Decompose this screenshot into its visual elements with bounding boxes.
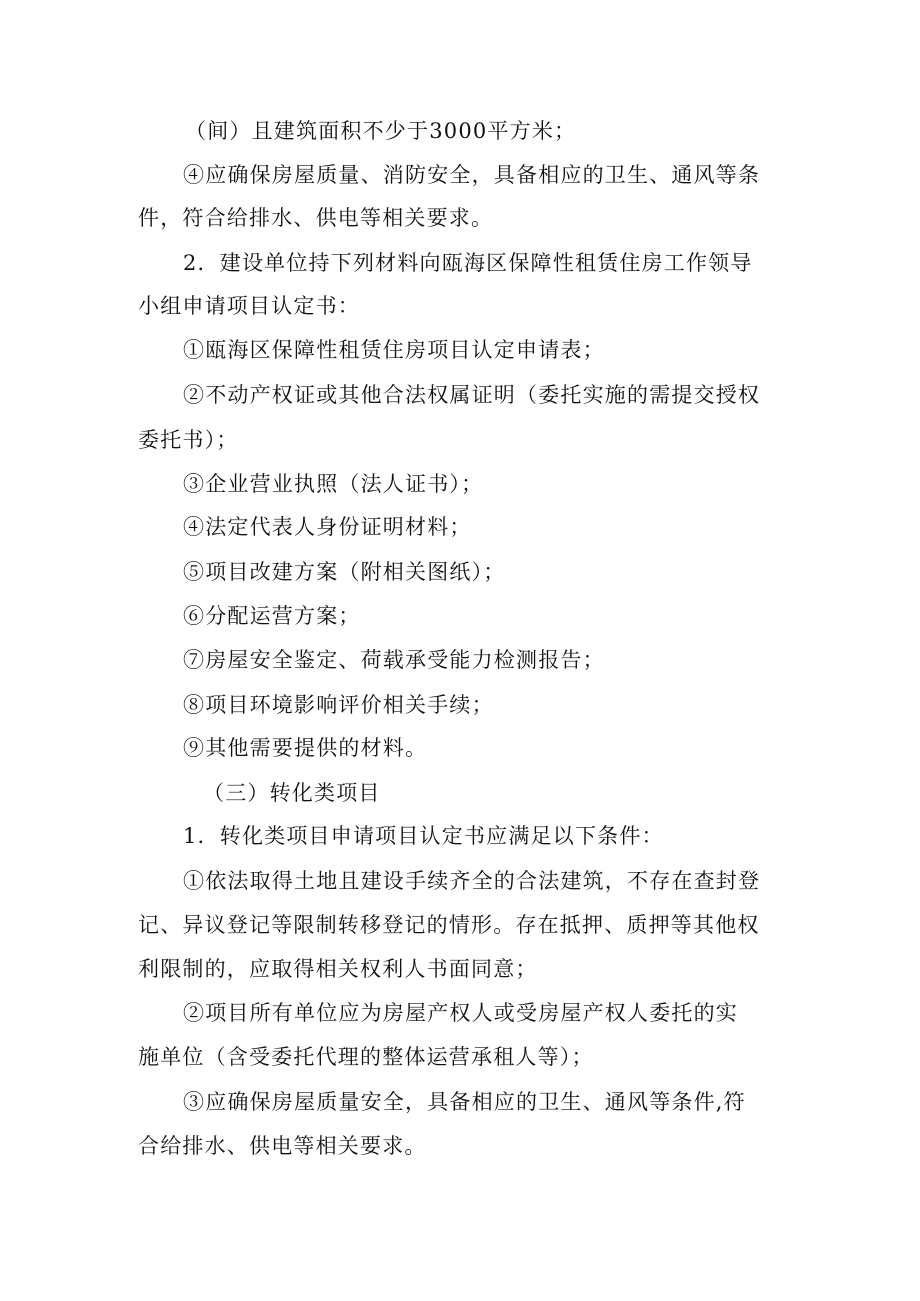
- text-line-12: ⑥分配运营方案；: [183, 604, 361, 628]
- text-line-22: 施单位（含受委托代理的整体运营承租人等）；: [138, 1045, 594, 1069]
- text-line-4: 2．建设单位持下列材料向瓯海区保障性租赁住房工作领导: [183, 251, 753, 275]
- text-line-2: ④应确保房屋质量、消防安全，具备相应的卫生、通风等条: [183, 163, 761, 187]
- text-line-14: ⑧项目环境影响评价相关手续；: [183, 693, 494, 717]
- text-line-3: 件，符合给排水、供电等相关要求。: [138, 206, 494, 230]
- text-line-5: 小组申请项目认定书：: [138, 294, 360, 318]
- text-line-9: ③企业营业执照（法人证书）；: [183, 472, 484, 496]
- text-line-7: ②不动产权证或其他合法权属证明（委托实施的需提交授权: [183, 383, 761, 407]
- text-line-13: ⑦房屋安全鉴定、荷载承受能力检测报告；: [183, 648, 605, 672]
- text-line-6: ①瓯海区保障性租赁住房项目认定申请表；: [183, 338, 605, 362]
- text-line-11: ⑤项目改建方案（附相关图纸）；: [183, 560, 506, 584]
- section-heading: （三）转化类项目: [203, 781, 381, 805]
- text-line-23: ③应确保房屋质量安全，具备相应的卫生、通风等条件,符: [183, 1090, 746, 1114]
- text-line-1: （间）且建筑面积不少于3000平方米；: [185, 119, 577, 143]
- text-line-19: 记、异议登记等限制转移登记的情形。存在抵押、质押等其他权: [138, 913, 760, 937]
- text-line-10: ④法定代表人身份证明材料；: [183, 515, 472, 539]
- text-line-15: ⑨其他需要提供的材料。: [183, 736, 428, 760]
- text-line-18: ①依法取得土地且建设手续齐全的合法建筑，不存在查封登: [183, 869, 761, 893]
- text-line-20: 利限制的，应取得相关权利人书面同意；: [138, 957, 538, 981]
- text-line-24: 合给排水、供电等相关要求。: [138, 1134, 427, 1158]
- text-line-21: ②项目所有单位应为房屋产权人或受房屋产权人委托的实: [183, 1001, 738, 1025]
- text-line-17: 1．转化类项目申请项目认定书应满足以下条件：: [183, 824, 664, 848]
- text-line-8: 委托书）；: [138, 428, 239, 452]
